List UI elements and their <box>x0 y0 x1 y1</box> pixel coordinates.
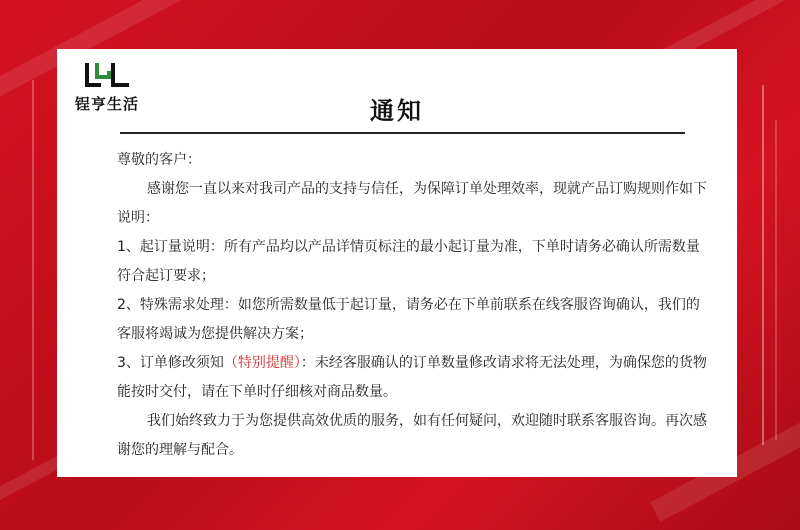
decor-line <box>32 80 34 460</box>
rule-item-1: 1、起订量说明：所有产品均以产品详情页标注的最小起订量为准，下单时请务必确认所需数量符合起订要求； <box>117 239 700 284</box>
rule-item-3 <box>117 349 707 407</box>
greeting: 尊敬的客户： <box>117 152 201 168</box>
intro-paragraph: 感谢您一直以来对我司产品的支持与信任，为保障订单处理效率，现就产品订购规则作如下说明： <box>117 181 707 226</box>
decor-line <box>762 85 764 445</box>
notice-card <box>57 49 737 477</box>
special-reminder: （特别提醒） <box>223 355 301 371</box>
brand-mark-icon <box>83 61 133 89</box>
rule-item-2: 2、特殊需求处理：如您所需数量低于起订量，请务必在下单前联系在线客服咨询确认，我们的客服将竭诚为您提供解决方案； <box>117 297 700 342</box>
brand-name: 锃亨生活 <box>74 95 139 113</box>
page-title: 通知 <box>370 97 424 125</box>
notice-body <box>117 146 707 465</box>
rule-item-3-prefix: 3、订单修改须知 <box>117 355 224 371</box>
closing-paragraph: 我们始终致力于为您提供高效优质的服务，如有任何疑问，欢迎随时联系客服咨询。再次感谢您的理解与配合。 <box>117 413 707 458</box>
rule-item-3-text: ：未经客服确认的订单数量修改请求将无法处理，为确保您的货物能按时交付，请在下单时仔细核对商品数量。 <box>117 355 707 400</box>
decor-line <box>775 120 777 440</box>
title-divider <box>120 132 685 134</box>
